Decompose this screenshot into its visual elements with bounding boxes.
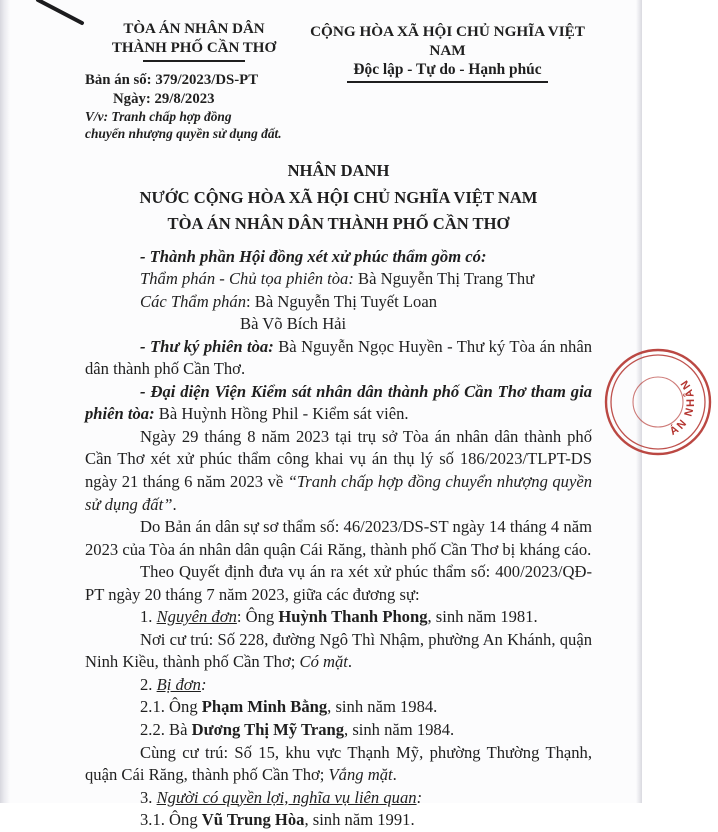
text-segment: . [347,652,353,672]
title-line-2: NƯỚC CỘNG HÒA XÃ HỘI CHỦ NGHĨA VIỆT NAM [139,187,538,207]
text-segment: Có mặt [299,652,348,672]
text-segment: 2. [140,674,157,694]
text-segment: Vắng mặt [328,765,393,785]
case-date-line: Ngày: 29/8/2023 [113,91,215,107]
court-name-line2: THÀNH PHỐ CẦN THƠ [111,39,277,56]
text-segment: Do Bản án dân sự sơ thẩm số: 46/2023/DS-ST ngày 14 tháng 4 năm 2023 của Tòa án nhân dân quận Cái Răng, thành phố Cần Thơ bị kháng cáo. [85,517,592,559]
judgment-title-block [85,158,592,238]
court-header-block [85,20,303,142]
case-number-value: 379/2023/DS-PT [155,72,259,88]
title-line-3: TÒA ÁN NHÂN DÂN THÀNH PHỐ CẦN THƠ [167,214,510,233]
text-segment: , sinh năm 1984. [327,697,438,717]
text-segment: Các Thẩm phán [140,291,247,311]
judges-line [85,291,592,314]
text-segment: Bà Nguyễn Thị Trang Thư [358,269,535,289]
text-segment: Theo Quyết định đưa vụ án ra xét xử phúc thẩm số: 400/2023/QĐ-PT ngày 20 tháng 7 năm 2023, giữa các đương sự: [85,562,592,604]
text-segment: 2.2. Bà [140,719,192,739]
clerk-line [85,336,592,381]
text-segment: Cùng cư trú: Số 15, khu vực Thạnh Mỹ, phường Thường Thạnh, quận Cái Răng, thành phố Cần Thơ; [85,742,592,785]
text-segment: Vũ Trung Hòa [201,810,305,830]
court-seal [598,342,718,462]
text-segment: Bà Nguyễn Ngọc Huyền - Thư ký Tòa án nhân dân thành phố Cần Thơ. [85,336,592,379]
text-segment: 3. [140,787,157,807]
title-line-1: NHÂN DANH [287,161,390,180]
seal-text: ÁN NHÂN [667,375,698,438]
text-segment: Nguyên đơn [156,607,237,627]
text-segment: : Ông [236,607,279,627]
plaintiff-address-line [85,629,592,674]
national-title: CỘNG HÒA XÃ HỘI CHỦ NGHĨA VIỆT NAM [310,23,585,59]
text-segment: Bị đơn [156,674,201,694]
text-segment: : Bà Nguyễn Thị Tuyết Loan [246,291,438,311]
text-segment: , sinh năm 1984. [344,719,455,739]
hearing-paragraph [85,426,592,516]
defendant-heading [85,674,592,697]
judge-2-line [85,313,592,336]
procuracy-line [85,381,592,426]
text-segment: , sinh năm 1981. [427,607,538,627]
text-segment: . [172,494,177,514]
case-number-line [85,71,303,89]
text-segment: 1. [140,607,157,627]
document-header [85,20,592,142]
text-segment: - Đại diện Viện Kiểm sát nhân dân thành phố Cần Thơ tham gia phiên tòa: [85,381,592,424]
case-subject-line1: V/v: Tranh chấp hợp đồng [85,109,232,124]
court-name-divider [143,60,245,62]
case-info-block [85,71,303,142]
text-segment: Bà Võ Bích Hải [240,314,347,334]
presiding-judge-line [85,268,592,291]
body-paragraphs [85,246,592,832]
plaintiff-line [85,606,592,629]
text-segment: . [392,765,397,785]
related-party-1-line [85,809,592,832]
text-segment: 2.1. Ông [140,697,202,717]
text-segment: Huỳnh Thanh Phong [278,607,428,627]
text-segment: : [416,787,423,807]
text-segment: Ngày 29 tháng 8 năm 2023 tại trụ sở Tòa án nhân dân thành phố Cần Thơ xét xử phúc thẩm công khai vụ án thụ lý số 186/2023/TLPT-DS ngày 21 tháng 6 năm 2023 về [85,426,592,491]
defendants-address-line [85,742,592,787]
decision-paragraph [85,561,592,606]
text-segment: Dương Thị Mỹ Trang [191,719,345,739]
national-motto-block [303,20,592,83]
case-number-label: Bản án số: [85,72,156,88]
appealed-judgment-paragraph [85,516,592,561]
text-segment: Thẩm phán - Chủ tọa phiên tòa: [140,269,359,289]
text-segment: Nơi cư trú: Số 228, đường Ngô Thì Nhậm, phường An Khánh, quận Ninh Kiều, thành phố Cần Thơ; [85,629,592,672]
panel-composition-heading [85,246,592,269]
text-segment: 3.1. Ông [140,810,202,830]
text-segment: , sinh năm 1991. [304,810,415,830]
national-motto: Độc lập - Tự do - Hạnh phúc [347,60,547,83]
text-segment: - Thành phần Hội đồng xét xử phúc thẩm gồm có: [140,246,487,266]
case-subject-line2: chuyển nhượng quyền sử dụng đất. [85,125,282,141]
related-party-heading [85,787,592,810]
defendant-1-line [85,696,592,719]
defendant-2-line [85,719,592,742]
text-segment: Phạm Minh Bằng [201,697,328,717]
text-segment: Người có quyền lợi, nghĩa vụ liên quan [156,787,417,807]
text-segment: - Thư ký phiên tòa: [140,336,279,356]
text-segment: : [200,674,207,694]
text-segment: “Tranh chấp hợp đồng chuyển nhượng quyền sử dụng đất” [85,471,592,514]
text-segment: Bà Huỳnh Hồng Phil - Kiểm sát viên. [158,404,409,424]
court-name-line1: TÒA ÁN NHÂN DÂN [123,21,265,37]
